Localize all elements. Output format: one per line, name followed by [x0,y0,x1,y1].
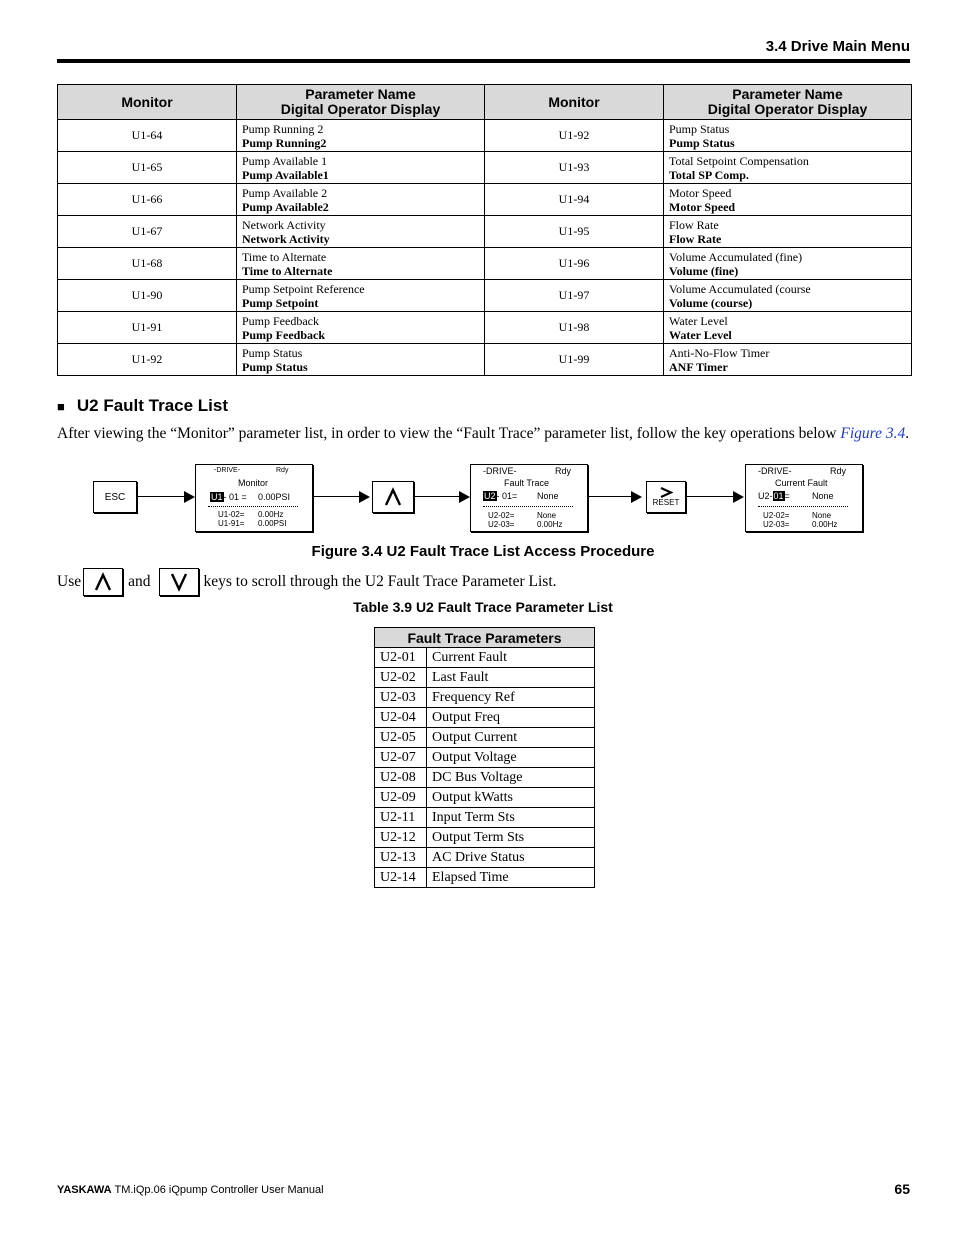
table-row [375,648,595,668]
lcd-title: Current Fault [775,478,828,488]
monitor-table [57,84,912,376]
lcd-main-line [483,491,517,501]
monitor-code: U1-64 [58,120,237,152]
parameter-name-cell [664,184,912,216]
footer-manual [57,1184,324,1196]
table-row [58,248,912,280]
lcd-screen-fault-trace [470,464,588,532]
table-row [375,768,595,788]
parameter-name: Volume Accumulated (course [669,281,811,296]
table-row [375,748,595,768]
operator-display: Flow Rate [669,231,722,246]
use-text: Use [57,573,82,590]
footer-brand: YASKAWA [57,1184,112,1196]
lcd-sub2-value: 0.00Hz [812,520,838,529]
esc-key [93,481,137,513]
operator-display: Motor Speed [669,199,736,214]
fault-code: U2-07 [375,748,427,768]
parameter-name-cell [664,344,912,376]
lcd-divider [758,506,848,507]
fault-table-header [375,628,595,648]
monitor-code: U1-68 [58,248,237,280]
fault-code: U2-03 [375,688,427,708]
operator-display: Water Level [669,327,732,342]
arrow-head [733,491,744,503]
arrow-head [359,491,370,503]
table-row [375,828,595,848]
reset-key-label: RESET [652,498,680,507]
monitor-code: U1-67 [58,216,237,248]
operator-display: Volume (fine) [669,263,739,278]
fault-description: Output Voltage [427,748,595,768]
fault-code: U2-05 [375,728,427,748]
up-arrow-key-icon [372,481,414,513]
parameter-name: Pump Feedback [242,313,319,328]
parameter-name: Pump Status [242,345,303,360]
fault-description: Output Freq [427,708,595,728]
parameter-name: Pump Available 1 [242,153,328,168]
parameter-name: Time to Alternate [242,249,327,264]
col-header-param-line1: Parameter Name [305,86,416,102]
table-row [375,668,595,688]
monitor-code: U1-95 [485,216,664,248]
fault-code: U2-01 [375,648,427,668]
arrow-line [312,496,360,497]
table-caption: Table 3.9 U2 Fault Trace Parameter List [353,599,613,615]
parameter-name: Anti-No-Flow Timer [669,345,770,360]
lcd-drive: -DRIVE- [214,467,241,474]
figure-caption: Figure 3.4 U2 Fault Trace List Access Procedure [311,543,655,560]
fault-code: U2-04 [375,708,427,728]
lcd-sub1-code: U2-02= [763,511,790,520]
parameter-name-cell [664,120,912,152]
lcd-main-line [758,491,790,501]
operator-display: Network Activity [242,231,330,246]
monitor-code: U1-98 [485,312,664,344]
fault-description: Frequency Ref [427,688,595,708]
intro-text: After viewing the “Monitor” parameter list, in order to view the “Fault Trace” parameter list, follow the key operations below [57,425,841,442]
col-header-monitor: Monitor [485,85,664,120]
operator-display: Pump Status [242,359,308,374]
parameter-name-cell [237,184,485,216]
section-heading [57,396,228,416]
lcd-rdy: Rdy [555,466,572,476]
lcd-screen-current-fault [745,464,863,532]
table-row [58,344,912,376]
monitor-code: U1-94 [485,184,664,216]
figure-link[interactable]: Figure 3.4 [840,425,906,442]
operator-display: Pump Available2 [242,199,329,214]
monitor-code: U1-96 [485,248,664,280]
parameter-name: Pump Setpoint Reference [242,281,365,296]
parameter-name-cell [664,312,912,344]
heading-bullet: ■ [57,399,65,414]
lcd-main-value: None [537,491,559,501]
operator-display: Pump Status [669,135,735,150]
monitor-code: U1-66 [58,184,237,216]
operator-display: Pump Setpoint [242,295,319,310]
table-row [58,280,912,312]
parameter-name: Pump Available 2 [242,185,328,200]
monitor-code: U1-93 [485,152,664,184]
parameter-name-cell [237,152,485,184]
fault-description: DC Bus Voltage [427,768,595,788]
arrow-head [184,491,195,503]
col-header-param-line1: Parameter Name [732,86,843,102]
table-row [58,184,912,216]
parameter-name-cell [237,312,485,344]
fault-trace-table [374,627,595,888]
lcd-main-prefix: U2- [758,491,773,501]
parameter-name-cell [664,280,912,312]
monitor-table-header [58,85,912,120]
use-rest-text: keys to scroll through the U2 Fault Trace Parameter List. [203,573,557,590]
lcd-main-code: - 01 = [223,492,247,502]
down-arrow-key-icon [159,568,199,596]
up-arrow-key-icon [83,568,123,596]
fault-code: U2-14 [375,868,427,888]
lcd-main-code: = [784,491,790,501]
parameter-name-cell [237,344,485,376]
use-keys-instruction [57,566,557,598]
table-row [58,216,912,248]
monitor-code: U1-92 [58,344,237,376]
table-row [375,808,595,828]
parameter-name: Volume Accumulated (fine) [669,249,803,264]
monitor-code: U1-90 [58,280,237,312]
footer-manual-title: TM.iQp.06 iQpump Controller User Manual [114,1184,324,1196]
lcd-title: Fault Trace [504,478,550,488]
lcd-cursor: U1 [211,492,223,502]
parameter-name: Flow Rate [669,217,719,232]
operator-display: Time to Alternate [242,263,333,278]
parameter-name: Total Setpoint Compensation [669,153,809,168]
fault-table-header-cell: Fault Trace Parameters [375,628,595,648]
intro-end: . [905,425,910,442]
table-row [58,152,912,184]
lcd-sub2-code: U2-03= [488,520,515,529]
lcd-sub2-code: U1-91= [218,519,245,528]
col-header-parameter-name [664,85,912,120]
fault-description: AC Drive Status [427,848,595,868]
col-header-parameter-name [237,85,485,120]
operator-display: Pump Feedback [242,327,326,342]
monitor-code: U1-91 [58,312,237,344]
arrow-line [137,496,185,497]
table-row [375,868,595,888]
fault-description: Output kWatts [427,788,595,808]
lcd-divider [208,506,298,507]
monitor-code: U1-97 [485,280,664,312]
lcd-main-code: - 01= [496,491,518,501]
col-header-monitor: Monitor [58,85,237,120]
arrow-line [588,496,632,497]
parameter-name-cell [664,152,912,184]
lcd-sub1-value: None [537,511,557,520]
monitor-code: U1-92 [485,120,664,152]
lcd-sub2-code: U2-03= [763,520,790,529]
lcd-screen-monitor [195,464,313,532]
heading-text: U2 Fault Trace List [76,396,229,415]
monitor-code: U1-99 [485,344,664,376]
lcd-main-value: None [812,491,834,501]
intro-paragraph [57,425,917,443]
lcd-sub1-value: 0.00Hz [258,510,284,519]
table-row [375,708,595,728]
fault-code: U2-11 [375,808,427,828]
lcd-cursor: U2 [484,491,496,501]
parameter-name-cell [664,216,912,248]
lcd-sub2-value: 0.00Hz [537,520,563,529]
lcd-divider [483,506,573,507]
arrow-head [631,491,642,503]
parameter-name-cell [237,280,485,312]
fault-description: Input Term Sts [427,808,595,828]
lcd-main-line [210,492,247,502]
fault-code: U2-13 [375,848,427,868]
fault-description: Elapsed Time [427,868,595,888]
lcd-drive: -DRIVE- [483,466,517,476]
parameter-name-cell [237,120,485,152]
parameter-name: Pump Running 2 [242,121,324,136]
parameter-name-cell [237,216,485,248]
esc-key-label: ESC [104,491,126,503]
parameter-name: Water Level [669,313,728,328]
fault-description: Output Current [427,728,595,748]
fault-code: U2-09 [375,788,427,808]
operator-display: Volume (course) [669,295,753,310]
parameter-name-cell [237,248,485,280]
right-arrow-reset-key-icon [646,481,686,513]
lcd-title: Monitor [238,478,269,488]
lcd-main-value: 0.00PSI [258,492,291,502]
fault-description: Output Term Sts [427,828,595,848]
operator-display: ANF Timer [669,359,728,374]
operator-display: Total SP Comp. [669,167,749,182]
fault-code: U2-08 [375,768,427,788]
col-header-param-line2: Digital Operator Display [280,101,441,117]
lcd-rdy: Rdy [276,467,289,474]
monitor-code: U1-65 [58,152,237,184]
table-row [58,120,912,152]
lcd-rdy: Rdy [830,466,847,476]
and-text: and [128,573,151,590]
table-row [375,688,595,708]
lcd-cursor: 01 [773,491,784,501]
lcd-sub1-code: U1-02= [218,510,245,519]
header-rule [57,59,910,63]
operator-display: Pump Available1 [242,167,329,182]
lcd-drive: -DRIVE- [758,466,792,476]
section-header-title: 3.4 Drive Main Menu [765,38,910,55]
arrow-head [459,491,470,503]
fault-code: U2-02 [375,668,427,688]
arrow-line [414,496,460,497]
parameter-name: Pump Status [669,121,730,136]
lcd-sub1-code: U2-02= [488,511,515,520]
col-header-param-line2: Digital Operator Display [707,101,868,117]
table-row [375,788,595,808]
operator-display: Pump Running2 [242,135,327,150]
parameter-name: Motor Speed [669,185,732,200]
parameter-name-cell [664,248,912,280]
lcd-sub2-value: 0.00PSI [258,519,287,528]
table-row [375,848,595,868]
lcd-sub1-value: None [812,511,832,520]
page-number: 65 [894,1181,910,1197]
table-row [58,312,912,344]
parameter-name: Network Activity [242,217,326,232]
arrow-line [686,496,734,497]
table-row [375,728,595,748]
fault-code: U2-12 [375,828,427,848]
fault-description: Current Fault [427,648,595,668]
fault-description: Last Fault [427,668,595,688]
